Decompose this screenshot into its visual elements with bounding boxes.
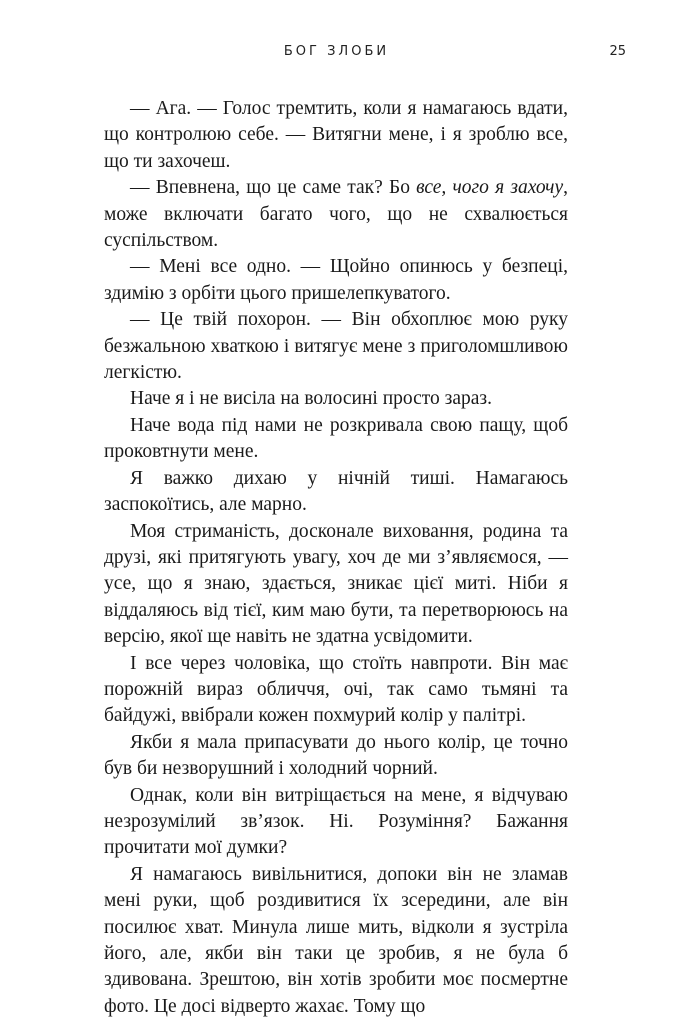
paragraph-2 bbox=[104, 175, 568, 254]
paragraph-5: Наче я і не висіла на волосині просто зараз. bbox=[130, 388, 492, 410]
book-page-body bbox=[104, 96, 568, 1020]
paragraph-4: — Це твій похорон. — Він обхоплює мою руку безжальною хваткою і витягує мене з приголомшливою легкістю. bbox=[104, 309, 568, 384]
page-number: 25 bbox=[609, 44, 626, 59]
paragraph-2-start: — Впевнена, що це саме так? Бо bbox=[130, 177, 417, 199]
paragraph-2-end: , може включати багато чого, що не схвалюється суспільством. bbox=[104, 177, 568, 252]
paragraph-9: І все через чоловіка, що стоїть навпроти. Він має порожній вираз обличчя, очі, так само тьмяні та байдужі, ввібрали кожен похмурий колір у палітрі. bbox=[104, 652, 568, 727]
paragraph-12: Я намагаюсь вивільнитися, допоки він не зламав мені руки, щоб роздивитися їх зсередини, але він посилює хват. Минула лише мить, відколи я зустріла його, але, якби він таки це зробив, я не була б здивована. Зрештою, він хотів зробити моє посмертне фото. Це досі відверто жахає. Тому що bbox=[104, 863, 568, 1017]
paragraph-8: Моя стриманість, досконале виховання, родина та друзі, які притягують увагу, хоч де ми з’являємося, — усе, що я знаю, здається, зникає цієї миті. Ніби я віддаляюсь від тієї, ким маю бути, та перетворююсь на версію, якої ще навіть не здатна усвідомити. bbox=[104, 520, 568, 648]
paragraph-3: — Мені все одно. — Щойно опинюсь у безпеці, здимію з орбіти цього пришелепкуватого. bbox=[104, 256, 568, 304]
paragraph-7: Я важко дихаю у нічній тиші. Намагаюсь заспокоїтись, але марно. bbox=[104, 467, 568, 516]
paragraph-6: Наче вода під нами не розкривала свою пащу, щоб проковтнути мене. bbox=[104, 414, 568, 463]
paragraph-11: Однак, коли він витріщається на мене, я відчуваю незрозумілий зв’язок. Ні. Розуміння? Бажання прочитати мої думки? bbox=[104, 784, 568, 859]
paragraph-10: Якби я мала припасувати до нього колір, це точно був би незворушний і холодний чорний. bbox=[104, 731, 568, 780]
paragraph-2-italic-phrase: все, чого я захочу bbox=[416, 177, 564, 199]
paragraph-1: — Ага. — Голос тремтить, коли я намагаюсь вдати, що контролюю себе. — Витягни мене, і я зроблю все, що ти захочеш. bbox=[104, 98, 568, 172]
running-header-title: БОГ ЗЛОБИ bbox=[283, 44, 390, 59]
